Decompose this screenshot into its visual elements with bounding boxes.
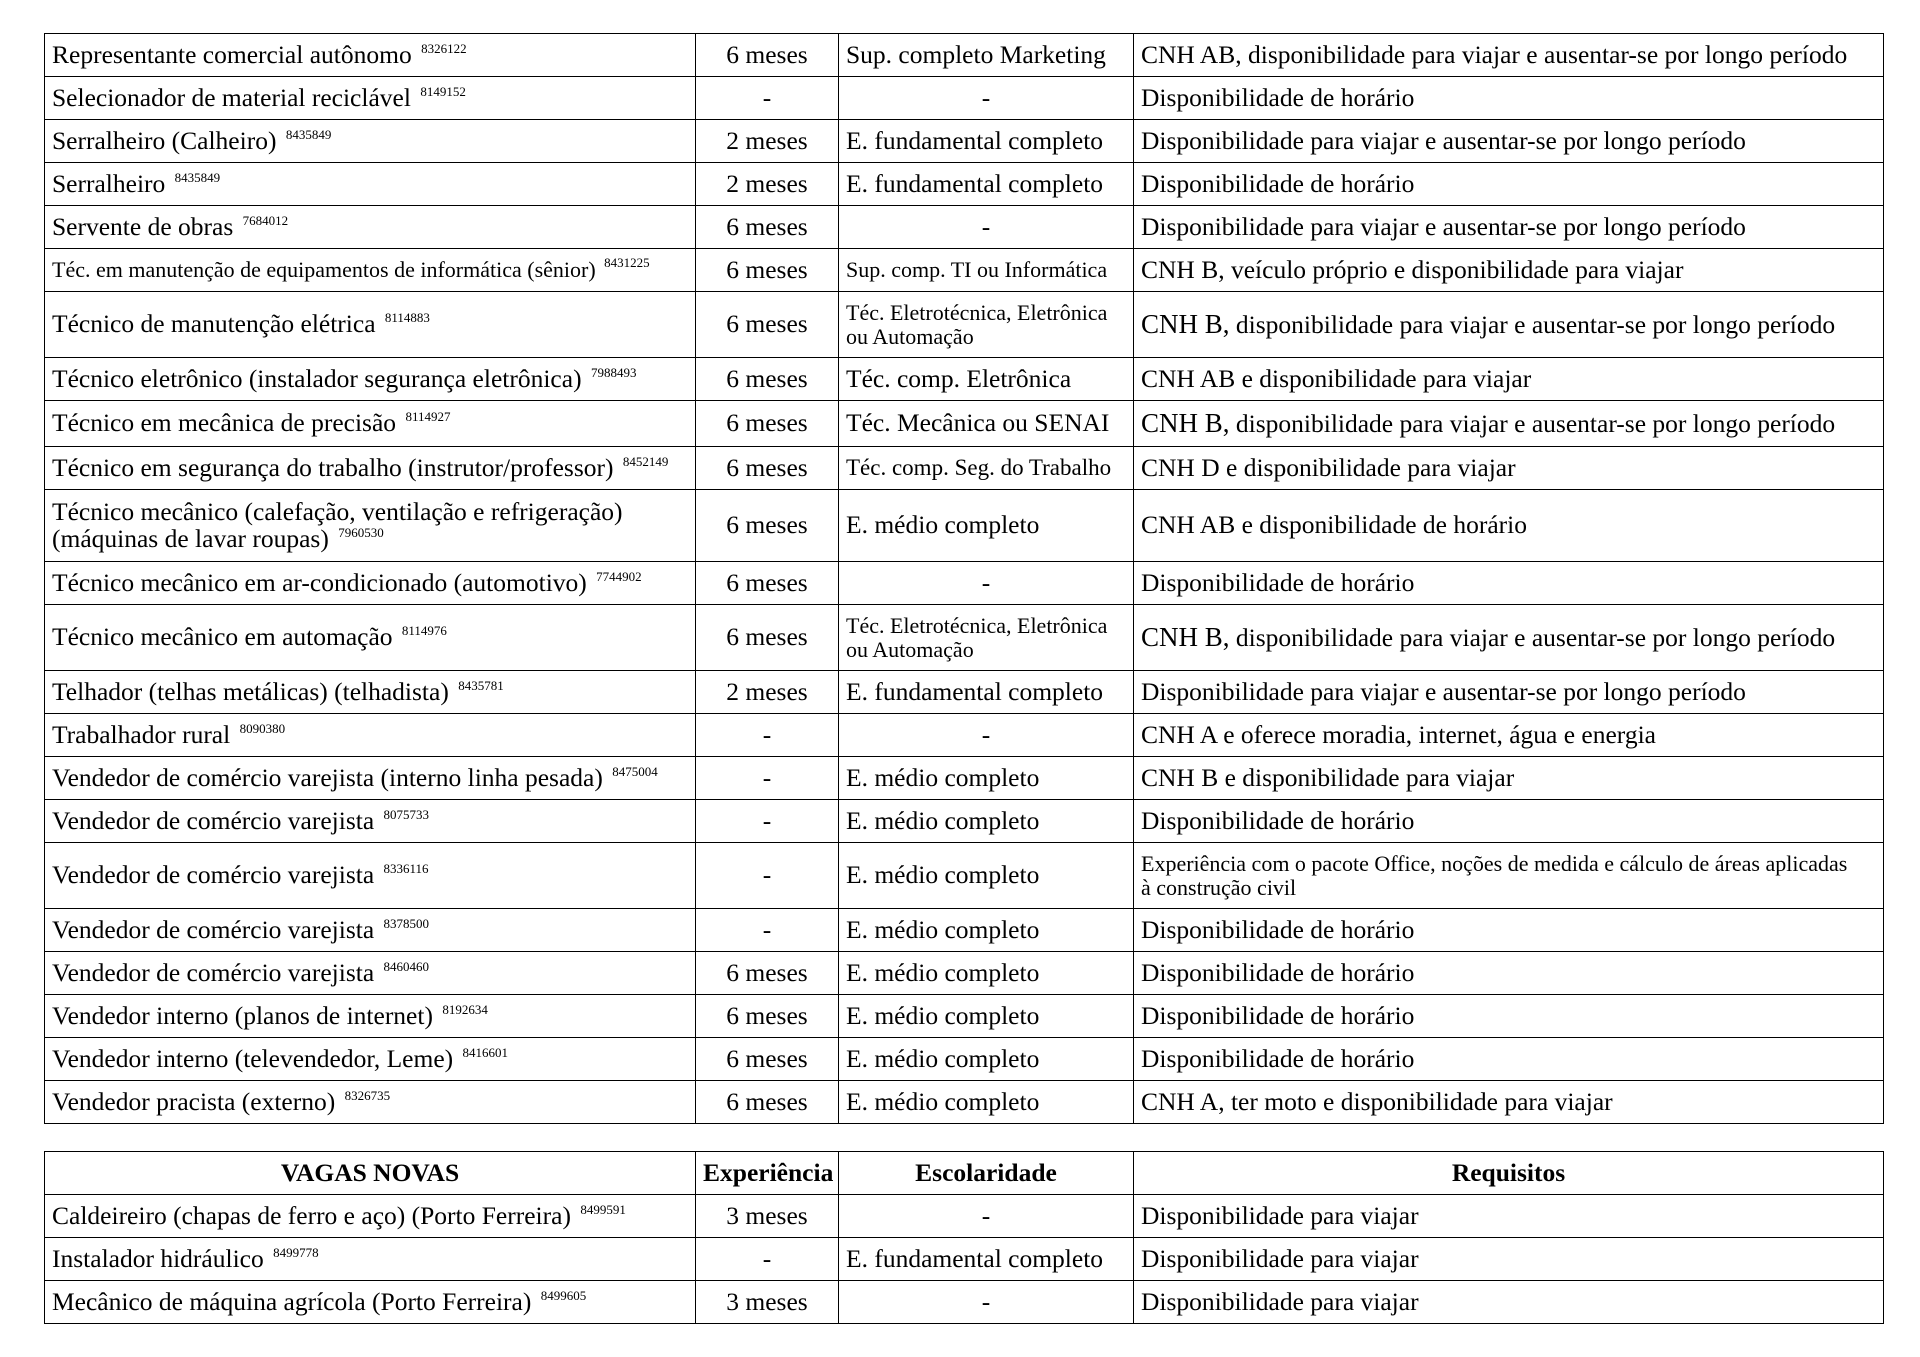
experience-cell: 6 meses xyxy=(696,447,839,490)
job-code: 8075733 xyxy=(383,806,430,822)
job-title-cell: Vendedor de comércio varejista (interno linha pesada) $^{8475004}$ xyxy=(45,757,696,800)
table-row xyxy=(45,909,1884,952)
experience-cell: 6 meses xyxy=(696,490,839,562)
requirements-cell: Disponibilidade de horário xyxy=(1134,77,1884,120)
job-title-cell: Vendedor de comércio varejista $^{8378500}$ xyxy=(45,909,696,952)
table-row xyxy=(45,1038,1884,1081)
job-code: 8435849 xyxy=(285,126,332,142)
experience-cell: - xyxy=(696,800,839,843)
requirements-cell: Disponibilidade de horário xyxy=(1134,995,1884,1038)
table-header-row xyxy=(45,1152,1884,1195)
table-row xyxy=(45,562,1884,605)
table-row xyxy=(45,249,1884,292)
job-code: 8114927 xyxy=(405,409,451,425)
requirements-cell: Disponibilidade para viajar xyxy=(1134,1195,1884,1238)
requirements-cell: Disponibilidade de horário xyxy=(1134,952,1884,995)
education-cell: E. médio completo xyxy=(839,800,1134,843)
job-code: 8431225 xyxy=(604,255,650,271)
job-code: 8416601 xyxy=(462,1044,509,1060)
requirements-cell: CNH B, disponibilidade para viajar e ausentar-se por longo período xyxy=(1134,292,1884,358)
job-code: 8326735 xyxy=(344,1087,391,1103)
experience-cell: 6 meses xyxy=(696,1038,839,1081)
experience-cell: 2 meses xyxy=(696,671,839,714)
job-code: 8114883 xyxy=(384,310,430,326)
experience-cell: - xyxy=(696,757,839,800)
experience-cell: - xyxy=(696,909,839,952)
job-code: 8336116 xyxy=(383,861,429,877)
requirements-cell: Disponibilidade para viajar e ausentar-se por longo período xyxy=(1134,120,1884,163)
job-title-cell: Trabalhador rural $^{8090380}$ xyxy=(45,714,696,757)
table-row xyxy=(45,714,1884,757)
requirements-cell: CNH B e disponibilidade para viajar xyxy=(1134,757,1884,800)
job-code: 8435781 xyxy=(458,677,504,693)
experience-cell: 6 meses xyxy=(696,292,839,358)
job-title-cell: Mecânico de máquina agrícola (Porto Ferreira) $^{8499605}$ xyxy=(45,1281,696,1324)
job-title-cell: Vendedor de comércio varejista $^{8336116}$ xyxy=(45,843,696,909)
experience-cell: - xyxy=(696,714,839,757)
experience-cell: - xyxy=(696,1238,839,1281)
experience-cell: 6 meses xyxy=(696,34,839,77)
job-title-cell: Técnico mecânico em automação $^{8114976}$ xyxy=(45,605,696,671)
education-cell: - xyxy=(839,77,1134,120)
job-title-cell: Técnico em segurança do trabalho (instrutor/professor) $^{8452149}$ xyxy=(45,447,696,490)
requirements-cell: CNH AB e disponibilidade para viajar xyxy=(1134,358,1884,401)
job-code: 8452149 xyxy=(622,453,669,469)
experience-cell: 3 meses xyxy=(696,1281,839,1324)
requirements-cell: CNH B, disponibilidade para viajar e ausentar-se por longo período xyxy=(1134,401,1884,447)
requirements-cell: CNH B, disponibilidade para viajar e ausentar-se por longo período xyxy=(1134,605,1884,671)
table-row xyxy=(45,163,1884,206)
requirements-cell: Disponibilidade de horário xyxy=(1134,1038,1884,1081)
requirements-cell: CNH AB, disponibilidade para viajar e ausentar-se por longo período xyxy=(1134,34,1884,77)
table-row xyxy=(45,1081,1884,1124)
education-cell: E. médio completo xyxy=(839,1038,1134,1081)
table-row xyxy=(45,605,1884,671)
table-row xyxy=(45,34,1884,77)
table-row xyxy=(45,843,1884,909)
job-title-cell: Serralheiro (Calheiro) $^{8435849}$ xyxy=(45,120,696,163)
education-cell: Sup. completo Marketing xyxy=(839,34,1134,77)
education-cell: - xyxy=(839,714,1134,757)
table-row xyxy=(45,757,1884,800)
education-cell: Téc. comp. Eletrônica xyxy=(839,358,1134,401)
experience-cell: 3 meses xyxy=(696,1195,839,1238)
job-code: 8460460 xyxy=(383,958,430,974)
experience-cell: 6 meses xyxy=(696,249,839,292)
requirements-cell: Disponibilidade de horário xyxy=(1134,163,1884,206)
experience-cell: 6 meses xyxy=(696,401,839,447)
education-cell: E. fundamental completo xyxy=(839,120,1134,163)
job-code: 8192634 xyxy=(442,1001,488,1017)
experience-cell: 6 meses xyxy=(696,358,839,401)
requirements-cell: CNH A e oferece moradia, internet, água e energia xyxy=(1134,714,1884,757)
experience-cell: 6 meses xyxy=(696,206,839,249)
job-code: 8475004 xyxy=(612,763,658,779)
education-cell: E. médio completo xyxy=(839,490,1134,562)
job-title-cell: Técnico de manutenção elétrica $^{8114883}$ xyxy=(45,292,696,358)
requirements-cell: CNH D e disponibilidade para viajar xyxy=(1134,447,1884,490)
education-cell: Sup. comp. TI ou Informática xyxy=(839,249,1134,292)
job-code: 8326122 xyxy=(421,40,467,56)
column-header-title: VAGAS NOVAS xyxy=(45,1152,696,1195)
education-cell: Téc. Eletrotécnica, Eletrônica ou Automação xyxy=(839,605,1134,671)
table-row xyxy=(45,206,1884,249)
requirements-cell: CNH B, veículo próprio e disponibilidade para viajar xyxy=(1134,249,1884,292)
job-title-cell: Instalador hidráulico $^{8499778}$ xyxy=(45,1238,696,1281)
table-row xyxy=(45,120,1884,163)
table-row xyxy=(45,77,1884,120)
job-title-cell: Servente de obras $^{7684012}$ xyxy=(45,206,696,249)
requirements-cell: CNH AB e disponibilidade de horário xyxy=(1134,490,1884,562)
table-row xyxy=(45,1238,1884,1281)
table-row xyxy=(45,1195,1884,1238)
requirements-cell: Disponibilidade para viajar e ausentar-se por longo período xyxy=(1134,206,1884,249)
job-code: 7684012 xyxy=(242,212,289,228)
requirements-cell: Disponibilidade de horário xyxy=(1134,909,1884,952)
requirements-cell: Disponibilidade de horário xyxy=(1134,800,1884,843)
table-row xyxy=(45,490,1884,562)
column-header-education: Escolaridade xyxy=(839,1152,1134,1195)
job-code: 8090380 xyxy=(239,720,286,736)
education-cell: - xyxy=(839,206,1134,249)
experience-cell: 2 meses xyxy=(696,163,839,206)
education-cell: E. fundamental completo xyxy=(839,671,1134,714)
experience-cell: 6 meses xyxy=(696,952,839,995)
education-cell: Téc. Mecânica ou SENAI xyxy=(839,401,1134,447)
job-title-cell: Técnico eletrônico (instalador segurança eletrônica) $^{7988493}$ xyxy=(45,358,696,401)
education-cell: - xyxy=(839,562,1134,605)
education-cell: - xyxy=(839,1195,1134,1238)
education-cell: E. médio completo xyxy=(839,757,1134,800)
job-title-cell: Representante comercial autônomo $^{8326122}$ xyxy=(45,34,696,77)
education-cell: E. fundamental completo xyxy=(839,163,1134,206)
experience-cell: - xyxy=(696,843,839,909)
new-vacancies-table xyxy=(44,1151,1884,1324)
job-title-cell: Telhador (telhas metálicas) (telhadista) $^{8435781}$ xyxy=(45,671,696,714)
job-title-cell: Técnico em mecânica de precisão $^{8114927}$ xyxy=(45,401,696,447)
education-cell: E. fundamental completo xyxy=(839,1238,1134,1281)
column-header-experience: Experiência xyxy=(696,1152,839,1195)
table-row xyxy=(45,671,1884,714)
job-code: 7960530 xyxy=(338,524,384,540)
job-title-cell: Vendedor de comércio varejista $^{8075733}$ xyxy=(45,800,696,843)
education-cell: E. médio completo xyxy=(839,843,1134,909)
experience-cell: 6 meses xyxy=(696,995,839,1038)
table-row xyxy=(45,292,1884,358)
education-cell: Téc. Eletrotécnica, Eletrônica ou Automação xyxy=(839,292,1134,358)
education-cell: E. médio completo xyxy=(839,952,1134,995)
experience-cell: 6 meses xyxy=(696,1081,839,1124)
job-code: 8149152 xyxy=(420,83,466,99)
requirements-cell: Disponibilidade de horário xyxy=(1134,562,1884,605)
experience-cell: 6 meses xyxy=(696,562,839,605)
job-title-cell: Serralheiro $^{8435849}$ xyxy=(45,163,696,206)
job-code: 8499778 xyxy=(273,1244,319,1260)
job-code: 8499591 xyxy=(580,1201,626,1217)
experience-cell: - xyxy=(696,77,839,120)
job-title-cell: Selecionador de material reciclável $^{8149152}$ xyxy=(45,77,696,120)
job-title-cell: Técnico mecânico (calefação, ventilação e refrigeração) (máquinas de lavar roupas) $^{7960530}$ xyxy=(45,490,696,562)
table-row xyxy=(45,1281,1884,1324)
job-code: 7988493 xyxy=(590,364,637,380)
experience-cell: 2 meses xyxy=(696,120,839,163)
table-row xyxy=(45,401,1884,447)
requirements-cell: Disponibilidade para viajar xyxy=(1134,1238,1884,1281)
experience-cell: 6 meses xyxy=(696,605,839,671)
job-code: 8378500 xyxy=(383,915,430,931)
table-row xyxy=(45,952,1884,995)
education-cell: E. médio completo xyxy=(839,909,1134,952)
job-title-cell: Vendedor de comércio varejista $^{8460460}$ xyxy=(45,952,696,995)
job-code: 8499605 xyxy=(540,1287,587,1303)
requirements-cell: CNH A, ter moto e disponibilidade para viajar xyxy=(1134,1081,1884,1124)
job-code: 8435849 xyxy=(174,169,221,185)
requirements-cell: Disponibilidade para viajar xyxy=(1134,1281,1884,1324)
job-title-cell: Téc. em manutenção de equipamentos de informática (sênior) $^{8431225}$ xyxy=(45,249,696,292)
job-code: 7744902 xyxy=(596,568,642,584)
column-header-requirements: Requisitos xyxy=(1134,1152,1884,1195)
job-title-cell: Vendedor pracista (externo) $^{8326735}$ xyxy=(45,1081,696,1124)
table-row xyxy=(45,995,1884,1038)
education-cell: E. médio completo xyxy=(839,995,1134,1038)
education-cell: Téc. comp. Seg. do Trabalho xyxy=(839,447,1134,490)
table-row xyxy=(45,447,1884,490)
job-title-cell: Vendedor interno (planos de internet) $^{8192634}$ xyxy=(45,995,696,1038)
job-code: 8114976 xyxy=(401,623,447,639)
requirements-cell: Experiência com o pacote Office, noções de medida e cálculo de áreas aplicadas à construção civil xyxy=(1134,843,1884,909)
table-row xyxy=(45,358,1884,401)
job-title-cell: Caldeireiro (chapas de ferro e aço) (Porto Ferreira) $^{8499591}$ xyxy=(45,1195,696,1238)
requirements-cell: Disponibilidade para viajar e ausentar-se por longo período xyxy=(1134,671,1884,714)
education-cell: E. médio completo xyxy=(839,1081,1134,1124)
table-row xyxy=(45,800,1884,843)
job-title-cell: Técnico mecânico em ar-condicionado (automotivo) $^{7744902}$ xyxy=(45,562,696,605)
education-cell: - xyxy=(839,1281,1134,1324)
job-title-cell: Vendedor interno (televendedor, Leme) $^{8416601}$ xyxy=(45,1038,696,1081)
job-listings-table xyxy=(44,33,1884,1124)
